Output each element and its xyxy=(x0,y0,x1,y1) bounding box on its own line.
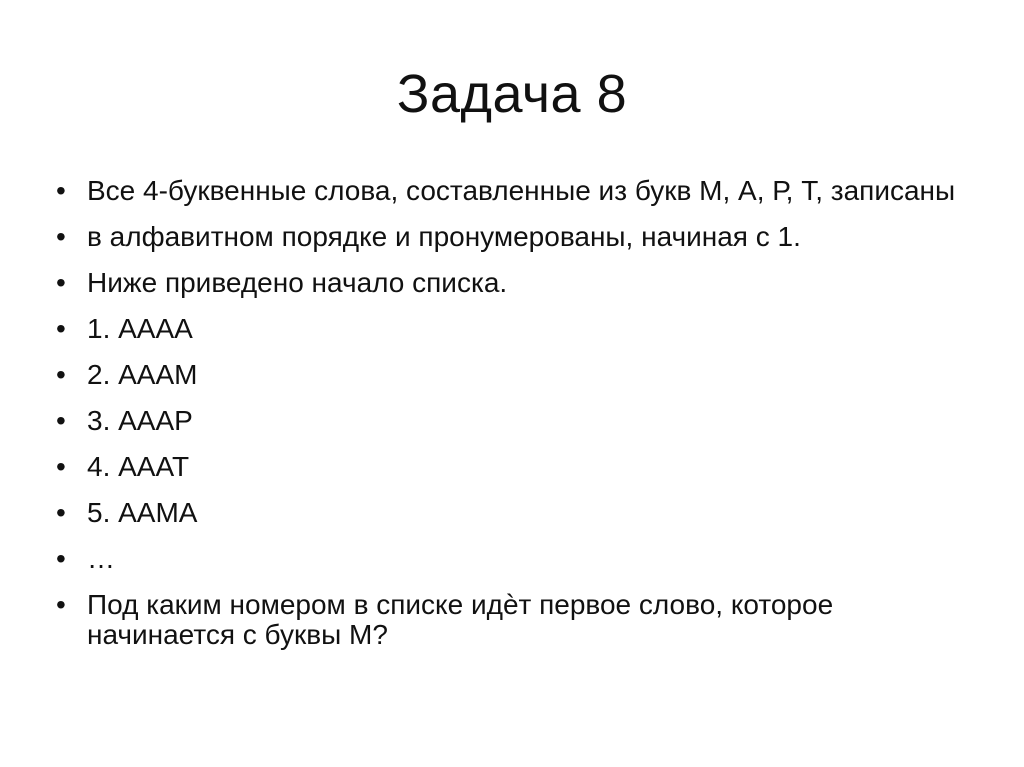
bullet-text: 2. АААМ xyxy=(87,359,198,390)
bullet-text: Все 4-буквенные слова, составленные из букв М, А, Р, Т, записаны xyxy=(87,175,956,206)
bullet-dot-icon: • xyxy=(56,267,66,298)
bullet-dot-icon: • xyxy=(56,543,66,574)
bullet-text: … xyxy=(87,543,115,574)
bullet-dot-icon: • xyxy=(56,359,66,390)
bullet-list xyxy=(56,176,976,666)
bullet-item xyxy=(56,314,976,344)
bullet-item xyxy=(56,176,976,206)
bullet-text: Ниже приведено начало списка. xyxy=(87,267,508,298)
bullet-item xyxy=(56,406,976,436)
bullet-text: Под каким номером в списке идѐт первое слово, которое начинается с буквы М? xyxy=(87,589,834,650)
bullet-item xyxy=(56,452,976,482)
bullet-text: 1. АААА xyxy=(87,313,193,344)
bullet-text: 3. АААР xyxy=(87,405,193,436)
bullet-item xyxy=(56,544,976,574)
bullet-item xyxy=(56,590,976,650)
bullet-item xyxy=(56,268,976,298)
bullet-dot-icon: • xyxy=(56,497,66,528)
bullet-dot-icon: • xyxy=(56,175,66,206)
slide-title: Задача 8 xyxy=(396,64,628,124)
bullet-text: 5. ААМА xyxy=(87,497,198,528)
bullet-dot-icon: • xyxy=(56,589,66,620)
bullet-item xyxy=(56,222,976,252)
bullet-dot-icon: • xyxy=(56,313,66,344)
bullet-dot-icon: • xyxy=(56,221,66,252)
bullet-dot-icon: • xyxy=(56,451,66,482)
bullet-item xyxy=(56,498,976,528)
bullet-text: в алфавитном порядке и пронумерованы, начиная с 1. xyxy=(87,221,801,252)
bullet-item xyxy=(56,360,976,390)
bullet-dot-icon: • xyxy=(56,405,66,436)
bullet-text: 4. АААТ xyxy=(87,451,190,482)
